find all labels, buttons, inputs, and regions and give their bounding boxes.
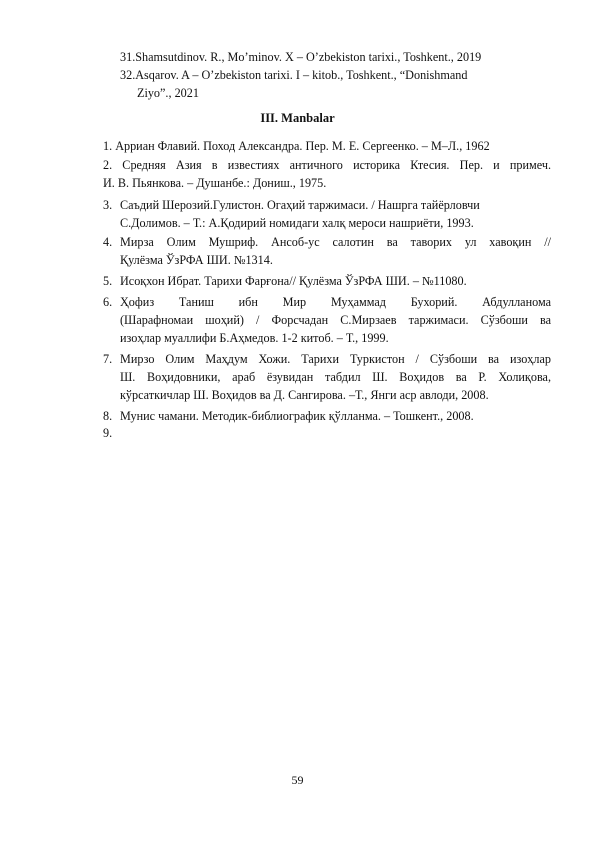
section-heading: III. Manbalar — [260, 111, 335, 125]
page-number: 59 — [291, 773, 304, 787]
reference-7-line-3: кўрсаткичлар Ш. Воҳидов ва Д. Сангирова. –Т., Янги аср авлоди, 2008. — [120, 388, 489, 402]
reference-2-line-1: 2. Средняя Азия в известиях античного историка Ктесия. Пер. и примеч. — [103, 158, 551, 172]
reference-7-number: 7. — [103, 352, 113, 366]
reference-5-number: 5. — [103, 274, 113, 288]
reference-8-line-1: Мунис чамани. Методик-библиографик қўлланма. – Тошкент., 2008. — [120, 409, 474, 423]
reference-4-line-1: Мирза Олим Мушриф. Ансоб-ус салотин ва таворих ул хавоқин // — [120, 235, 551, 249]
reference-6-line-1: Ҳофиз Таниш ибн Мир Муҳаммад Бухорий. Абдулланома — [120, 295, 551, 309]
reference-3-number: 3. — [103, 198, 113, 212]
reference-32: 32.Asqarov. A – O’zbekiston tarixi. I – kitob., Toshkent., “Donishmand — [120, 68, 468, 82]
reference-4-number: 4. — [103, 235, 113, 249]
reference-6-line-3: изоҳлар муаллифи Б.Аҳмедов. 1-2 китоб. – Т., 1999. — [120, 331, 389, 345]
reference-3-line-1: Саъдий Шерозий.Гулистон. Огаҳий таржимаси. / Нашрга тайёрловчи — [120, 198, 480, 212]
reference-1: 1. Арриан Флавий. Поход Александра. Пер. М. Е. Сергеенко. – М–Л., 1962 — [103, 139, 490, 153]
reference-31: 31.Shamsutdinov. R., Mo’minov. X – O’zbekiston tarixi., Toshkent., 2019 — [120, 50, 482, 64]
reference-4-line-2: Қулёзма ЎзРФА ШИ. №1314. — [120, 253, 273, 267]
reference-32-continuation: Ziyo”., 2021 — [137, 86, 199, 100]
reference-6-line-2: (Шарафномаи шоҳий) / Форсчадан С.Мирзаев таржимаси. Сўзбоши ва — [120, 313, 551, 327]
reference-9-number: 9. — [103, 426, 113, 440]
reference-6-number: 6. — [103, 295, 113, 309]
reference-5-line-1: Исоқхон Ибрат. Тарихи Фарғона// Қулёзма ЎзРФА ШИ. – №11080. — [120, 274, 467, 288]
reference-7-line-1: Мирзо Олим Маҳдум Хожи. Тарихи Туркистон / Сўзбоши ва изоҳлар — [120, 352, 551, 366]
reference-2-line-2: И. В. Пьянкова. – Душанбе.: Дониш., 1975. — [103, 176, 327, 190]
reference-7-line-2: Ш. Воҳидовники, араб ёзувидан табдил Ш. Воҳидов ва Р. Холиқова, — [120, 370, 551, 384]
reference-8-number: 8. — [103, 409, 113, 423]
reference-3-line-2: С.Долимов. – Т.: А.Қодирий номидаги халқ мероси нашриёти, 1993. — [120, 216, 474, 230]
